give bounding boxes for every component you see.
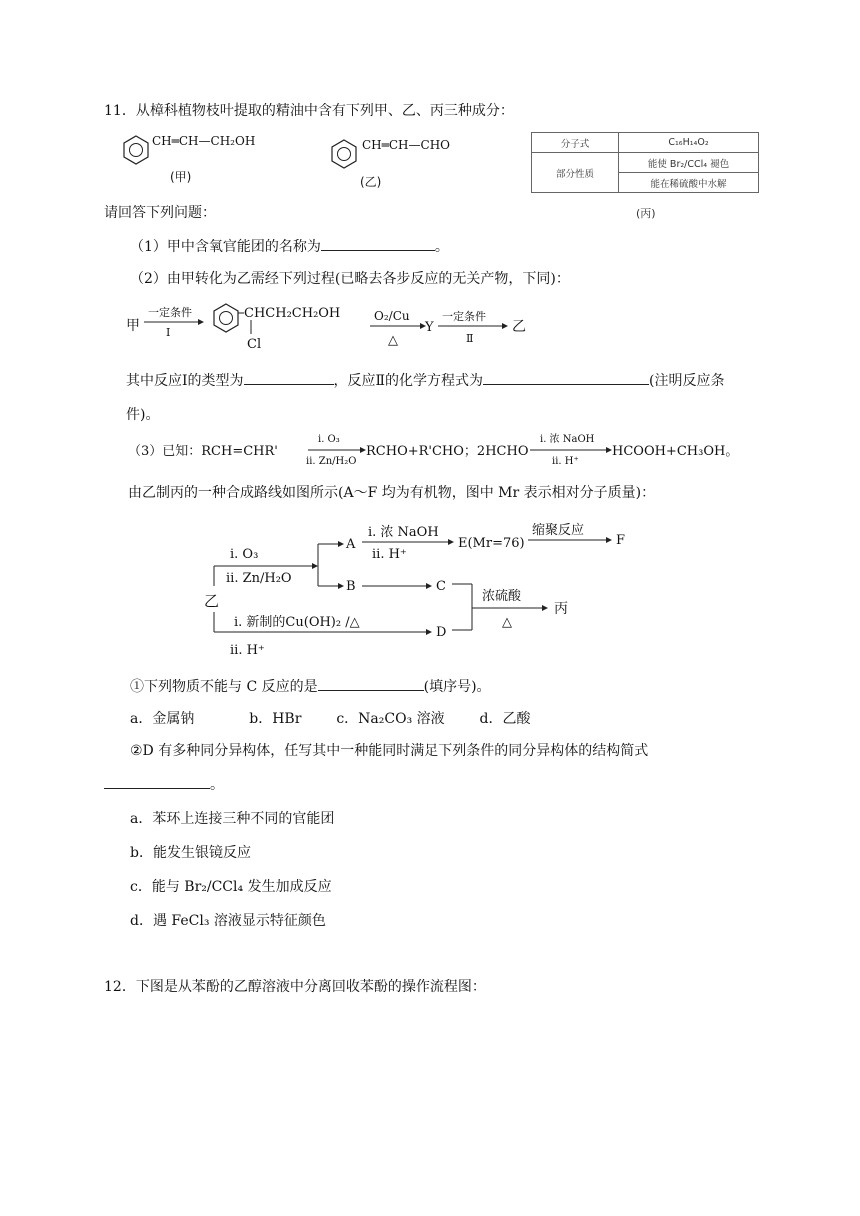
condition-a: a．苯环上连接三种不同的官能团: [130, 811, 335, 827]
table-value-formula: C₁₆H₁₄O₂: [619, 133, 759, 153]
q11-part2-question-line2: 件)。: [126, 407, 160, 423]
svg-text:△: △: [388, 333, 398, 348]
svg-text:ⅱ. Zn/H₂O: ⅱ. Zn/H₂O: [306, 456, 357, 467]
answer-blank-1[interactable]: [321, 236, 435, 251]
compound-yi-label: (乙): [360, 175, 382, 189]
svg-text:缩聚反应: 缩聚反应: [532, 523, 585, 538]
compound-jia-structure: [118, 128, 278, 188]
svg-text:E(Mr=76): E(Mr=76): [458, 536, 525, 551]
q11-part2-text: （2）由甲转化为乙需经下列过程(已略去各步反应的无关产物，下同)：: [130, 271, 570, 287]
q12-number: 12．: [104, 979, 136, 995]
q11-sub2-text: ②D 有多种同分异构体，任写其中一种能同时满足下列条件的同分异构体的结构简式: [130, 743, 649, 759]
option-a: a．金属钠: [130, 711, 195, 727]
svg-text:HCOOH+CH₃OH。: HCOOH+CH₃OH。: [612, 444, 739, 459]
svg-text:ⅰ. 新制的Cu(OH)₂ /△: ⅰ. 新制的Cu(OH)₂ /△: [234, 615, 360, 630]
svg-text:ⅰ. 浓 NaOH: ⅰ. 浓 NaOH: [540, 434, 595, 445]
q11-part2-question: 其中反应Ⅰ的类型为 ，反应Ⅱ的化学方程式为 (注明反应条: [126, 370, 725, 390]
svg-text:一定条件: 一定条件: [148, 306, 192, 319]
svg-text:△: △: [502, 615, 512, 630]
table-value-property-a: 能使 Br₂/CCl₄ 褪色: [619, 153, 759, 173]
svg-text:F: F: [616, 533, 626, 548]
q11-part1: （1）甲中含氧官能团的名称为 。: [130, 236, 449, 256]
compound-yi-formula: CH═CH—CHO: [362, 138, 451, 152]
condition-c: c．能与 Br₂/CCl₄ 发生加成反应: [130, 879, 332, 895]
q11-number: 11．: [104, 103, 136, 119]
option-d: d．乙酸: [479, 711, 531, 727]
svg-text:ⅰ. O₃: ⅰ. O₃: [318, 434, 340, 445]
svg-text:乙: 乙: [204, 592, 220, 610]
known-reactions: [128, 430, 748, 470]
svg-text:D: D: [436, 625, 447, 640]
synthesis-scheme: [196, 514, 656, 664]
svg-text:C: C: [436, 579, 446, 594]
svg-text:Ⅰ: Ⅰ: [166, 326, 171, 339]
svg-text:ⅱ. H⁺: ⅱ. H⁺: [230, 643, 265, 658]
answer-blank-2b[interactable]: [483, 370, 649, 385]
svg-text:Y: Y: [425, 320, 434, 335]
option-b: b．HBr: [249, 711, 302, 727]
svg-text:O₂/Cu: O₂/Cu: [374, 309, 410, 323]
q11-intro: 从樟科植物枝叶提取的精油中含有下列甲、乙、丙三种成分：: [135, 103, 514, 119]
svg-text:乙: 乙: [512, 319, 526, 335]
table-label-bing: (丙): [636, 207, 656, 220]
answer-blank-3-2[interactable]: [104, 774, 210, 789]
q11-sub1-options: [130, 708, 531, 728]
svg-text:Cl: Cl: [247, 337, 262, 352]
svg-text:ⅱ. H⁺: ⅱ. H⁺: [372, 547, 407, 562]
condition-b: b．能发生银镜反应: [130, 845, 251, 861]
q11-part3-route-intro: 由乙制丙的一种合成路线如图所示(A～F 均为有机物，图中 Mr 表示相对分子质量)：: [128, 485, 656, 501]
svg-text:浓硫酸: 浓硫酸: [482, 589, 522, 604]
compound-bing-table: [531, 132, 759, 193]
option-c: c．Na₂CO₃ 溶液: [336, 711, 445, 727]
svg-text:ⅰ. O₃: ⅰ. O₃: [230, 547, 259, 562]
svg-text:甲: 甲: [126, 318, 140, 334]
reaction-route-jia-to-yi: [120, 296, 540, 354]
svg-text:（3）已知：RCH=CHR': （3）已知：RCH=CHR': [128, 444, 278, 459]
svg-text:CHCH₂CH₂OH: CHCH₂CH₂OH: [244, 306, 341, 321]
answer-blank-3-1[interactable]: [318, 676, 424, 691]
svg-text:ⅱ. H⁺: ⅱ. H⁺: [552, 456, 579, 467]
q11-sub2-answer: 。: [104, 774, 224, 794]
q11-header: [104, 100, 514, 120]
compound-yi-structure: [326, 132, 476, 192]
table-key-properties: 部分性质: [532, 153, 619, 193]
table-key-formula: 分子式: [532, 133, 619, 153]
svg-text:B: B: [346, 579, 356, 594]
condition-d: d．遇 FeCl₃ 溶液显示特征颜色: [130, 913, 326, 929]
q12-text: 下图是从苯酚的乙醇溶液中分离回收苯酚的操作流程图：: [135, 979, 486, 995]
svg-text:丙: 丙: [554, 601, 568, 617]
answer-blank-2a[interactable]: [244, 370, 334, 385]
q11-sub1: ①下列物质不能与 C 反应的是 (填序号)。: [130, 676, 491, 696]
compound-jia-formula: CH═CH—CH₂OH: [152, 134, 256, 148]
table-value-property-b: 能在稀硫酸中水解: [619, 173, 759, 193]
svg-text:RCHO+R'CHO；2HCHO: RCHO+R'CHO；2HCHO: [366, 444, 529, 459]
q11-prompt: 请回答下列问题：: [104, 205, 216, 221]
q12-header: [104, 976, 486, 996]
svg-text:ⅱ. Zn/H₂O: ⅱ. Zn/H₂O: [226, 571, 292, 586]
svg-text:A: A: [346, 537, 356, 552]
svg-text:一定条件: 一定条件: [442, 310, 486, 323]
svg-text:Ⅱ: Ⅱ: [466, 332, 474, 345]
svg-text:ⅰ. 浓 NaOH: ⅰ. 浓 NaOH: [368, 525, 439, 540]
compound-jia-label: (甲): [170, 170, 192, 184]
